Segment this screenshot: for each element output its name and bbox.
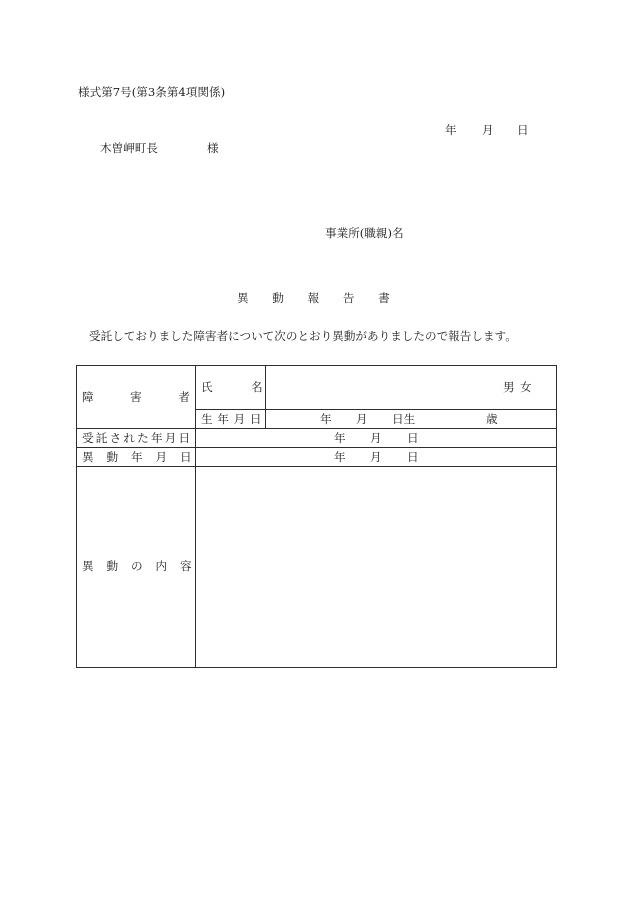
business-name-label: 事業所(職親)名 bbox=[325, 226, 404, 240]
change-date-label: 異動年月日 bbox=[82, 449, 205, 464]
sex-option-female: 女 bbox=[520, 380, 532, 394]
birthdate-value-cell bbox=[265, 409, 557, 429]
change-content-label-cell bbox=[76, 466, 205, 668]
entrusted-date-label-cell bbox=[76, 428, 196, 448]
disabled-person-label: 障害者 bbox=[82, 389, 227, 404]
entrusted-date-value-cell bbox=[195, 428, 557, 448]
name-label: 氏名 bbox=[201, 379, 301, 394]
entrusted-year-label: 年 bbox=[334, 430, 346, 445]
birthdate-label-cell bbox=[195, 409, 266, 429]
change-report-table bbox=[76, 365, 557, 668]
birthdate-month-label: 月 bbox=[356, 411, 368, 426]
entrusted-date-label: 受託された年月日 bbox=[82, 430, 193, 445]
change-date-label-cell bbox=[76, 447, 205, 467]
change-year-label: 年 bbox=[334, 449, 346, 464]
birthdate-day-born-label: 日生 bbox=[392, 411, 416, 426]
age-label: 歳 bbox=[486, 411, 498, 426]
change-content-label: 異動の内容 bbox=[82, 559, 205, 573]
addressee-name: 木曽岬町長 bbox=[100, 141, 158, 155]
entrusted-month-label: 月 bbox=[370, 430, 382, 445]
change-month-label: 月 bbox=[370, 449, 382, 464]
birthdate-year-label: 年 bbox=[320, 411, 332, 426]
entrusted-day-label: 日 bbox=[407, 430, 419, 445]
form-number: 様式第7号(第3条第4項関係) bbox=[78, 85, 226, 99]
document-title: 異動報告書 bbox=[237, 291, 414, 305]
date-month-label: 月 bbox=[482, 123, 494, 137]
change-content-value-cell bbox=[195, 466, 557, 668]
change-date-value-cell bbox=[195, 447, 557, 467]
name-label-cell bbox=[195, 365, 301, 410]
name-value-cell bbox=[265, 365, 557, 410]
disabled-person-label-cell bbox=[76, 365, 227, 429]
birthdate-label: 生年月日 bbox=[201, 411, 267, 426]
date-day-label: 日 bbox=[517, 123, 529, 137]
sex-option-male: 男 bbox=[503, 380, 515, 394]
date-year-label: 年 bbox=[445, 123, 457, 137]
addressee-honorific: 様 bbox=[207, 141, 219, 155]
report-statement: 受託しておりました障害者について次のとおり異動がありましたので報告します。 bbox=[89, 329, 517, 343]
change-day-label: 日 bbox=[407, 449, 419, 464]
